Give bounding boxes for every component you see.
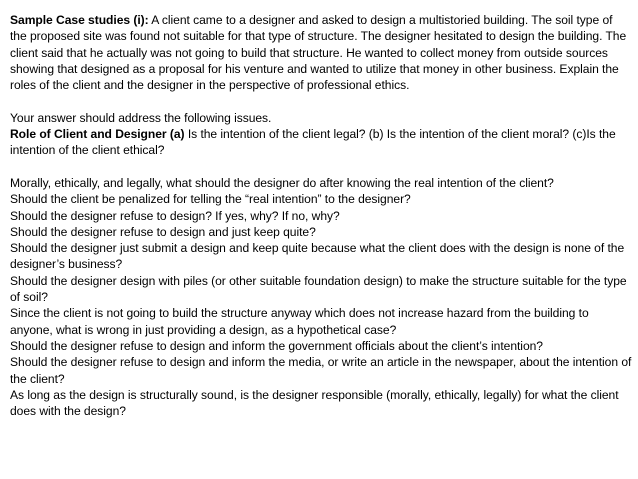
- instructions-line: Your answer should address the following issues.: [10, 110, 272, 125]
- role-questions-text: Is the intention of the client legal? (b) Is the intention of the client moral? (c)Is the intention of the client ethical?: [10, 127, 616, 158]
- question-line: Since the client is not going to build the structure anyway which does not increase hazard from the building to anyone, what is wrong in just providing a design, as a hypothetical case?: [10, 306, 589, 337]
- question-line: Should the designer refuse to design and inform the media, or write an article in the newspaper, about the intention of the client?: [10, 355, 632, 386]
- role-paragraph: [10, 126, 632, 159]
- question-line: As long as the design is structurally sound, is the designer responsible (morally, ethically, legally) for what the client does with the design?: [10, 387, 619, 419]
- question-line: Should the designer refuse to design and just keep quite?: [10, 224, 316, 239]
- question-line: Should the designer just submit a design and keep quite because what the client does with the design is none of the designer’s business?: [10, 241, 625, 272]
- role-heading: Role of Client and Designer (a): [10, 127, 185, 142]
- slide-body: [10, 12, 632, 419]
- question-line: Should the client be penalized for telling the “real intention” to the designer?: [10, 192, 411, 207]
- question-line: Should the designer refuse to design? If yes, why? If no, why?: [10, 208, 340, 223]
- case-study-paragraph: [10, 12, 632, 93]
- question-line: Should the designer refuse to design and inform the government officials about the client’s intention?: [10, 338, 543, 353]
- spacer: [10, 93, 632, 109]
- case-study-text: A client came to a designer and asked to design a multistoried building. The soil type of the proposed site was found not suitable for that type of structure. The designer hesitated to design the building. The client said that he actually was not going to build that structure. He wanted to collect money from outside sources showing that designed as a proposal for his venture and wanted to utilize that money in other business. Explain the roles of the client and the designer in the perspective of professional ethics.: [10, 13, 627, 93]
- question-line: Should the designer design with piles (or other suitable foundation design) to make the structure suitable for the type of soil?: [10, 273, 627, 305]
- case-study-heading: Sample Case studies (i):: [10, 13, 149, 27]
- question-line: Morally, ethically, and legally, what should the designer do after knowing the real intention of the client?: [10, 175, 554, 190]
- spacer: [10, 159, 632, 175]
